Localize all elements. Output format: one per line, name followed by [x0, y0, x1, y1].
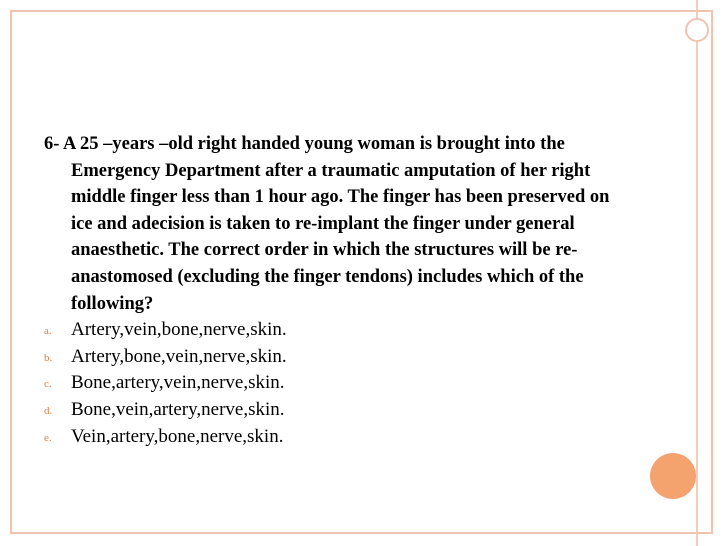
option-c: [44, 370, 634, 397]
option-d: [44, 397, 634, 424]
decorative-circle-orange: [650, 453, 696, 499]
option-marker: e.: [44, 431, 52, 444]
option-text: Artery,vein,bone,nerve,skin.: [71, 319, 287, 341]
decorative-circle-top: [685, 18, 709, 42]
answer-options-list: [44, 317, 634, 450]
option-e: [44, 424, 634, 451]
option-b: [44, 344, 634, 371]
decorative-vertical-line: [696, 0, 698, 546]
option-marker: b.: [44, 351, 53, 364]
option-marker: a.: [44, 325, 52, 338]
option-text: Bone,vein,artery,nerve,skin.: [71, 398, 285, 420]
option-text: Vein,artery,bone,nerve,skin.: [71, 425, 284, 447]
slide-content: [44, 131, 634, 450]
option-text: Artery,bone,vein,nerve,skin.: [71, 345, 287, 367]
option-marker: d.: [44, 404, 53, 417]
option-marker: c.: [44, 378, 52, 391]
option-a: [44, 317, 634, 344]
option-text: Bone,artery,vein,nerve,skin.: [71, 372, 285, 394]
question-text: 6- A 25 –years –old right handed young woman is brought into the Emergency Department after a traumatic amputation of her right middle finger less than 1 hour ago. The finger has been preserved on ice and adecision is taken to re-implant the finger under general anaesthetic. The correct order in which the structures will be re-anastomosed (excluding the finger tendons) includes which of the following?: [44, 134, 610, 314]
